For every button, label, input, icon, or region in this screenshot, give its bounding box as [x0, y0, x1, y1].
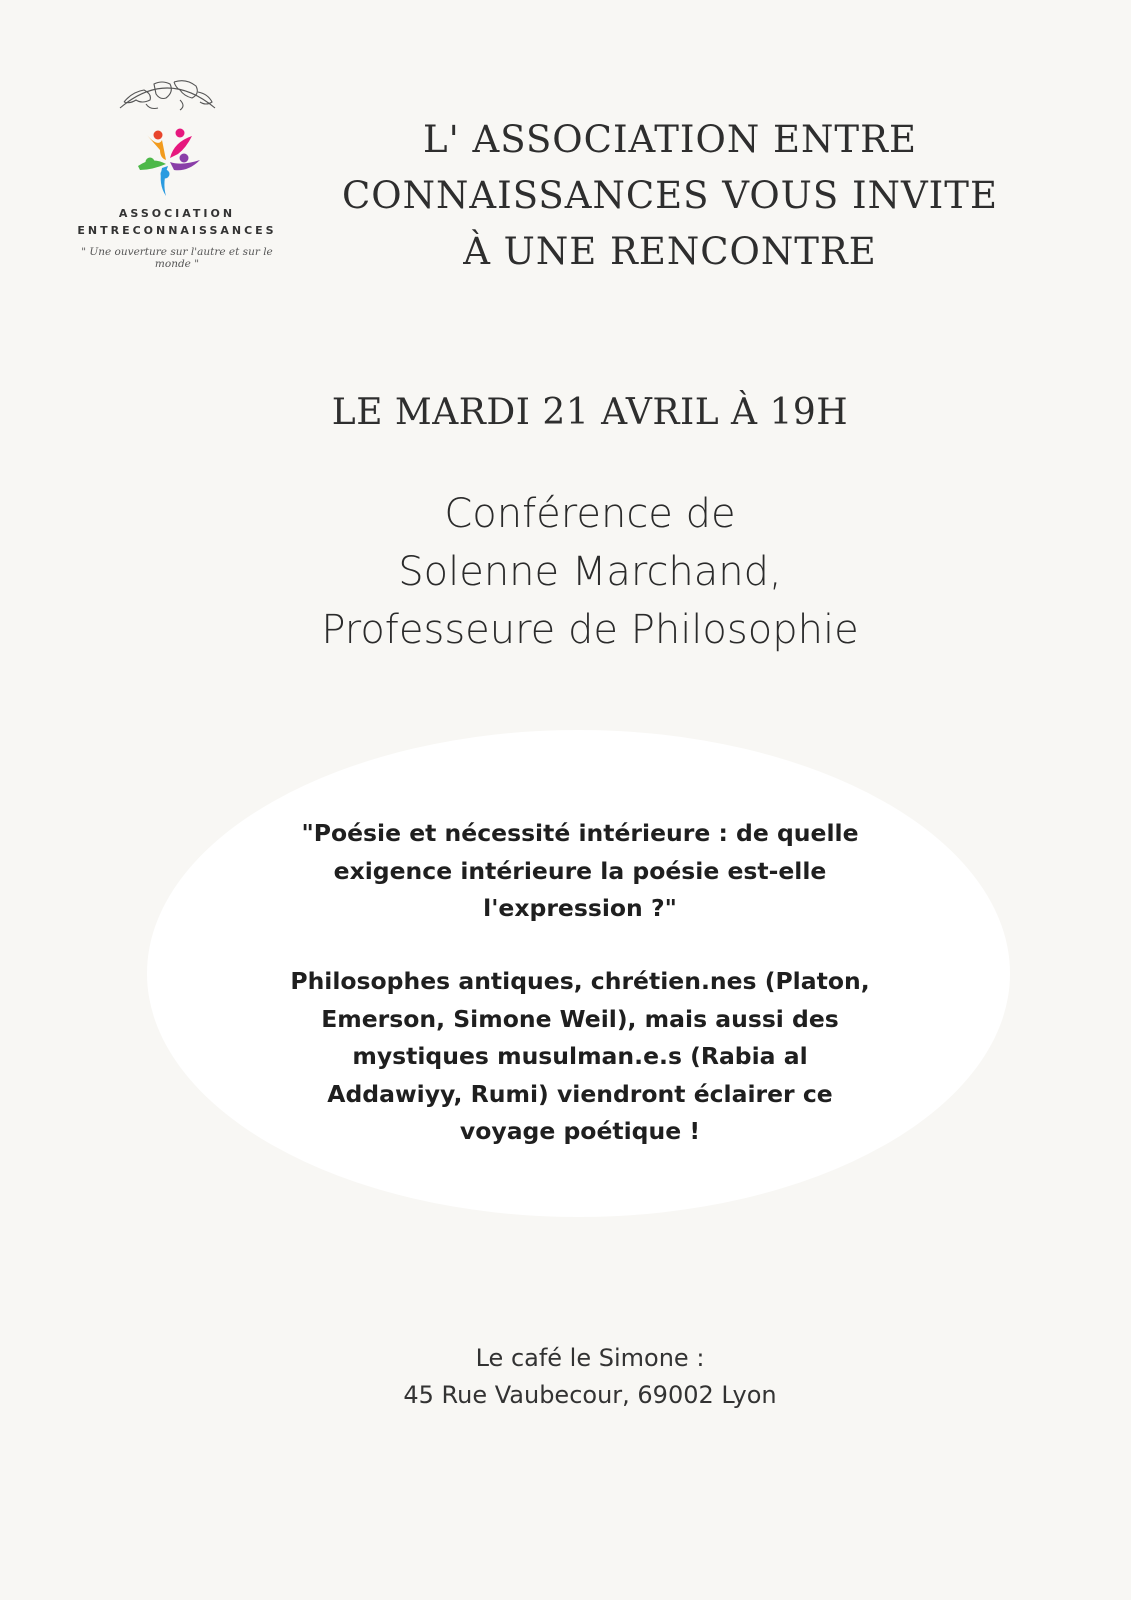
- invitation-line: L' ASSOCIATION ENTRE: [423, 118, 917, 161]
- association-logo: [62, 70, 292, 270]
- venue-line: 45 Rue Vaubecour, 69002 Lyon: [403, 1381, 777, 1409]
- invitation-line: CONNAISSANCES VOUS INVITE: [341, 174, 998, 217]
- conference-line: Professeure de Philosophie: [321, 607, 859, 653]
- conference-title-quote: [230, 815, 930, 928]
- logo-name-line1: ASSOCIATION: [118, 207, 236, 220]
- conference-line: Solenne Marchand,: [398, 549, 782, 595]
- description-line: Emerson, Simone Weil), mais aussi des: [321, 1004, 839, 1033]
- description-line: mystiques musulman.e.s (Rabia al: [352, 1042, 808, 1070]
- quote-line: exigence intérieure la poésie est-elle: [333, 856, 827, 885]
- logo-name-line2: ENTRECONNAISSANCES: [77, 224, 277, 237]
- invitation-heading: [330, 112, 1010, 280]
- description-line: Philosophes antiques, chrétien.nes (Platon,: [290, 967, 870, 995]
- conference-line: Conférence de: [444, 491, 736, 537]
- venue-address: [190, 1340, 990, 1414]
- description-line: Addawiyy, Rumi) viendront éclairer ce: [327, 1079, 833, 1108]
- people-star-icon: [138, 129, 200, 197]
- logo-tagline: " Une ouverture sur l'autre et sur le monde ": [81, 246, 273, 270]
- quote-line: l'expression ?": [483, 894, 677, 922]
- globe-icon: [120, 81, 215, 110]
- logo-graphic: [62, 70, 292, 210]
- quote-line: "Poésie et nécessité intérieure : de quelle: [301, 819, 859, 847]
- conference-speaker: [190, 485, 990, 659]
- event-date: LE MARDI 21 AVRIL À 19H: [331, 392, 849, 433]
- invitation-line: À UNE RENCONTRE: [463, 230, 877, 273]
- conference-description: [230, 963, 930, 1151]
- description-line: voyage poétique !: [459, 1117, 701, 1145]
- venue-line: Le café le Simone :: [475, 1344, 705, 1372]
